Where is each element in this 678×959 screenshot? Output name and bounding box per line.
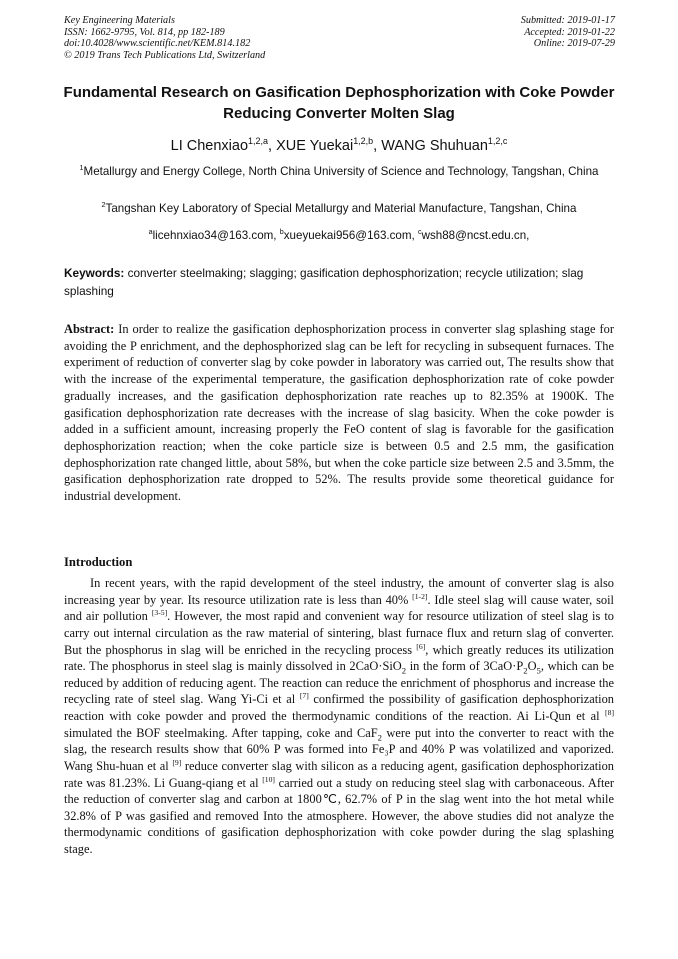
email-mark: b (279, 227, 284, 237)
body-text: , which can be reduced by addition of reducing agent. The reaction can reduce the enrichment of phosphorus and increase the recycling rate of steel slag. Wang Yi-Ci et al (64, 659, 614, 707)
email-mark: c (417, 227, 422, 237)
citation-ref: [10] (262, 774, 275, 784)
body-text: reduce converter slag with silicon as a reducing agent, gasification dephosphorization rate was 81.23%. Li Guang-qiang et al (64, 758, 614, 790)
online-date: Online: 2019-07-29 (533, 38, 615, 50)
author-affil-mark: 1,2,a (248, 136, 268, 147)
body-text: . However, the most rapid and convenient way for resource utilization of steel slag is to carry out internal circulation as the raw material of sintering, blast furnace flux and return slag of converter. But the phosphorus in slag will be enriched in the recycling process (64, 609, 614, 657)
email-address[interactable]: licehnxiao34@163.com, (152, 229, 280, 242)
author-emails (64, 227, 614, 244)
body-text: . Idle steel slag will cause water, soil and air pollution (64, 592, 614, 624)
citation-ref: [9] (172, 757, 182, 767)
author-name: XUE Yuekai (276, 138, 354, 154)
citation-ref: [3-5] (151, 608, 168, 618)
subscript: 2 (377, 732, 382, 743)
paper-title: Fundamental Research on Gasification Dephosphorization with Coke Powder Reducing Converter Molten Slag (63, 84, 615, 122)
abstract-section (64, 321, 614, 505)
author-name: LI Chenxiao (170, 138, 249, 154)
affiliation-1 (64, 163, 614, 181)
journal-info (64, 15, 265, 61)
author-affil-mark: 1,2,c (487, 136, 508, 147)
affiliation-mark: 2 (101, 200, 106, 210)
author-separator: , (373, 138, 382, 154)
body-text: in the form of 3CaO·P (406, 659, 524, 674)
issn-line: ISSN: 1662-9795, Vol. 814, pp 182-189 (64, 26, 225, 38)
affiliation-2 (64, 200, 614, 218)
author-separator: , (268, 138, 277, 154)
publication-dates (521, 15, 615, 50)
body-text: carried out a study on reducing steel slag with carbonaceous. After the reduction of converter slag and carbon at 1800℃, 62.7% of P in the slag went into the hot metal while 32.8% of P was gasified and removed Into the atmosphere. However, the above studies did not analyze the thermodynamic conditions of gasification dephosphorization with coke powder during the slag splashing stage. (64, 775, 615, 856)
affiliation-text: Metallurgy and Energy College, North China University of Science and Technology, Tangshan, China (83, 165, 599, 178)
subscript: 5 (536, 665, 541, 676)
body-text: O (527, 659, 537, 674)
email-address[interactable]: xueyuekai956@163.com, (283, 229, 418, 242)
abstract-text: In order to realize the gasification dephosphorization process in converter slag splashing stage for avoiding the P enrichment, and the dephosphorized slag can be left for recycling in subsequent furnaces. The experiment of reduction of converter slag by coke powder in laboratory was carried out, The results show that with the increase of the experimental temperature, the gasification dephosphorization rate of coke powder gradually increases, and the gasification dephosphorization rate reaches up to 82.35% at 1900K. The gasification dephosphorization rate decreases with the increase of slag basicity. When the coke powder is added in a sufficient amount, increasing properly the FeO content of slag is favorable for the gasification dephosphorization reaction; when the coke particle size is between 0.5 and 2.5 mm, the gasification dephosphorization rate changed little, about 58%, but when the coke particle size between 2.5 and 3.5mm, the gasification dephosphorization rate dropped to 52%. The results provide some theoretical guidance for industrial development. (64, 322, 614, 504)
affiliation-text: Tangshan Key Laboratory of Special Metallurgy and Material Manufacture, Tangshan, China (105, 202, 577, 215)
body-text: , which greatly reduces its utilization rate. The phosphorus in steel slag is mainly dissolved in 2CaO·SiO (64, 642, 614, 674)
citation-ref: [1-2] (412, 591, 428, 601)
email-mark: a (148, 227, 153, 237)
citation-ref: [6] (416, 641, 426, 651)
affiliation-mark: 1 (79, 163, 84, 173)
keywords-section (64, 264, 614, 300)
journal-name: Key Engineering Materials (64, 15, 175, 26)
accepted-date: Accepted: 2019-01-22 (524, 26, 615, 38)
author-affil-mark: 1,2,b (353, 136, 374, 147)
submitted-date: Submitted: 2019-01-17 (520, 15, 615, 26)
body-text: were put into the converter to react with the slag, the research results show that 60% P was formed into Fe₃P and 40% P was volatilized and vaporized. Wang Shu-huan et al (64, 725, 615, 773)
author-name: WANG Shuhuan (381, 138, 488, 154)
keywords-text: converter steelmaking; slagging; gasification dephosphorization; recycle utilization; slag splashing (64, 266, 584, 298)
author-list (60, 136, 618, 156)
introduction-heading: Introduction (64, 555, 133, 569)
body-text: In recent years, with the rapid development of the steel industry, the amount of converter slag is also increasing year by year. Its resource utilization rate is less than 40% (64, 576, 614, 607)
copyright-line: © 2019 Trans Tech Publications Ltd, Switzerland (64, 49, 266, 61)
doi-line: doi:10.4028/www.scientific.net/KEM.814.182 (64, 38, 251, 50)
abstract-label: Abstract: (64, 322, 115, 336)
keywords-label: Keywords: (64, 266, 125, 280)
subscript: 2 (401, 665, 407, 676)
email-address[interactable]: wsh88@ncst.edu.cn, (421, 229, 530, 242)
introduction-paragraph (64, 575, 614, 858)
citation-ref: [8] (605, 707, 614, 717)
subscript: 2 (523, 665, 528, 676)
citation-ref: [7] (299, 691, 309, 701)
body-text: simulated the BOF steelmaking. After tapping, coke and CaF (64, 725, 378, 740)
body-text: confirmed the possibility of gasification dephosphorization reaction with coke powder and proved the thermodynamic conditions of the reaction. Ai Li-Qun et al (64, 692, 614, 723)
